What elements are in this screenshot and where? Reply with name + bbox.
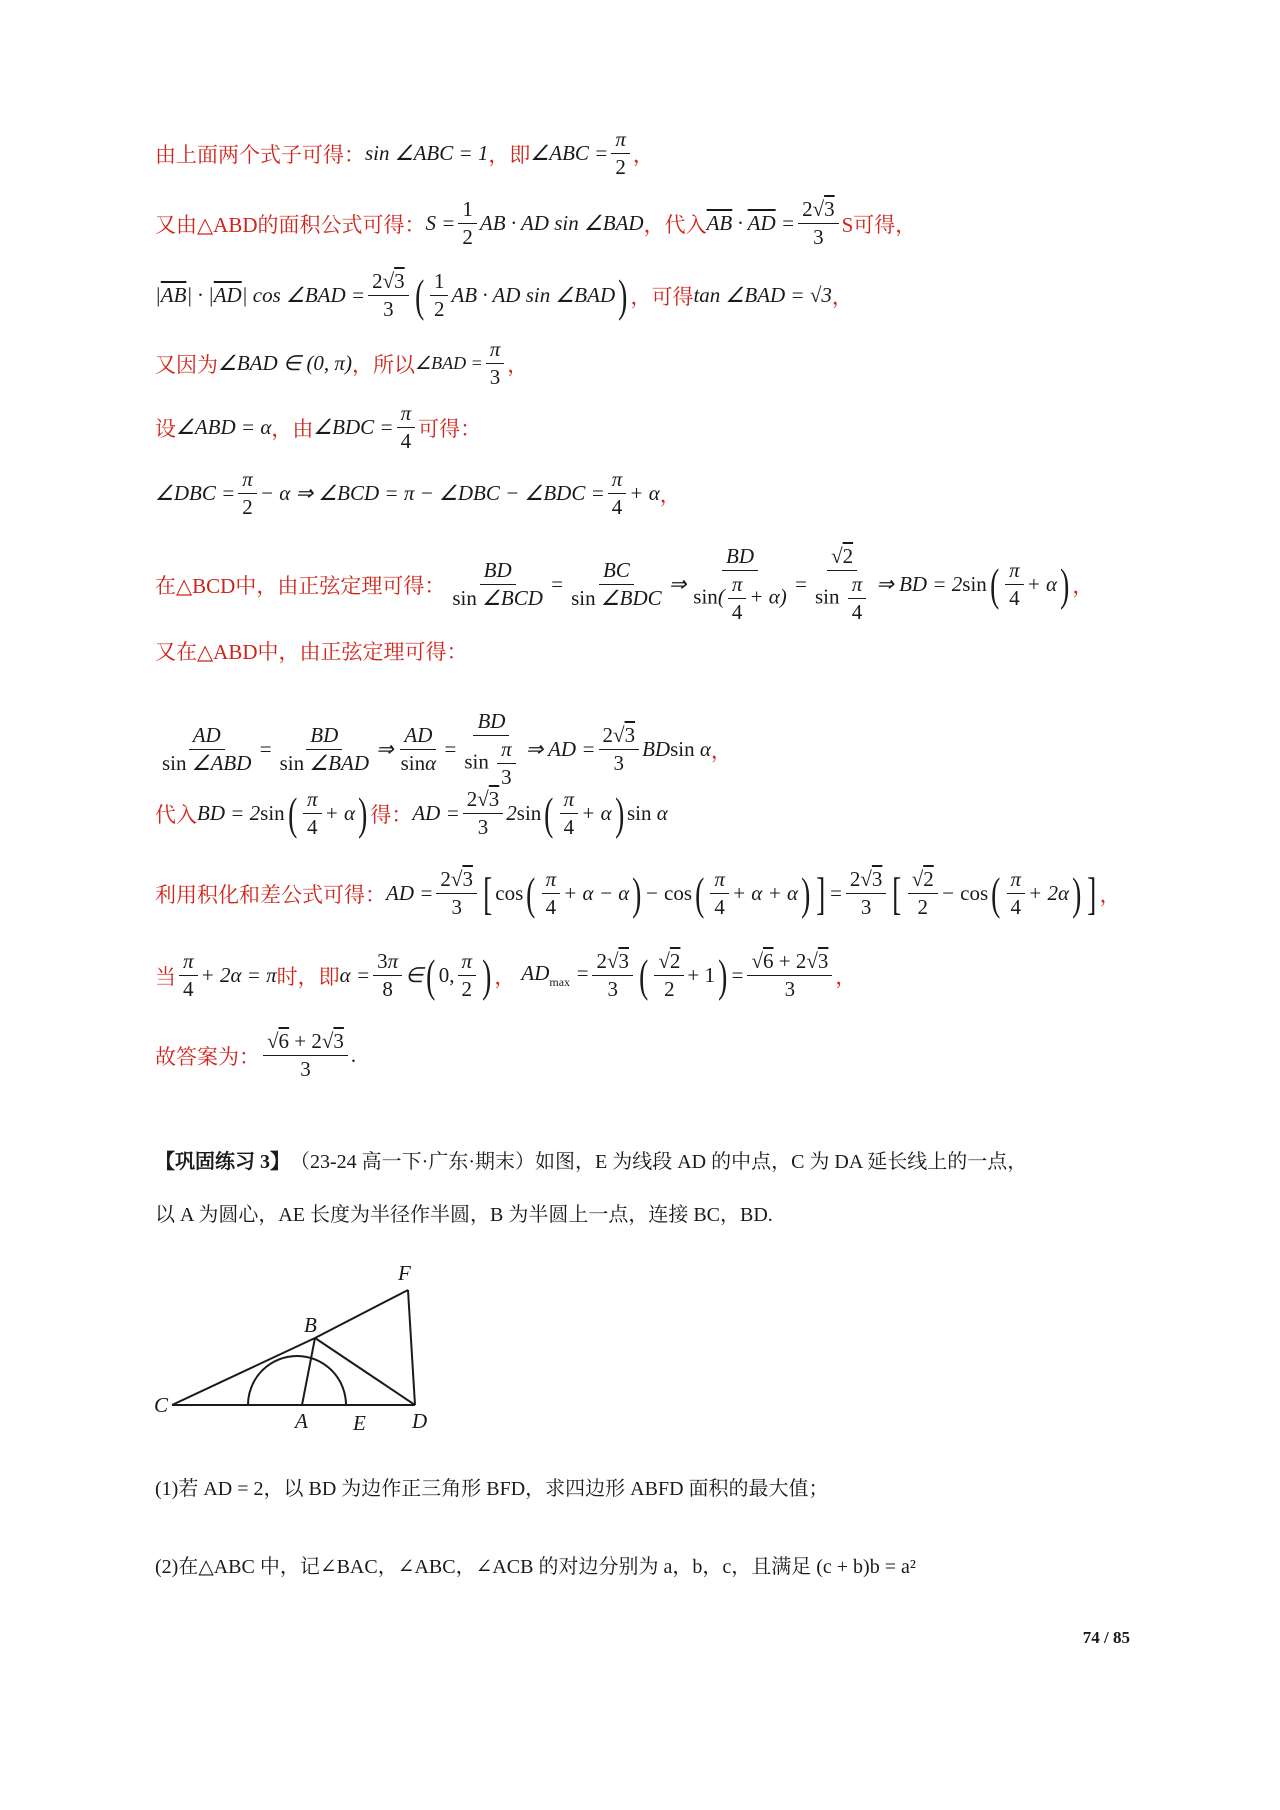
question-1-text: (1)若 AD = 2，以 BD 为边作正三角形 BFD，求四边形 ABFD 面积的最大值； bbox=[155, 1478, 829, 1500]
fraction-sqrt2-over-sin: √2 sin $\frac{\pi}{4}$ bbox=[811, 545, 873, 624]
step-line-10: 代入 BD = 2sin ( $\frac{\pi}{4}$ + α ) 得： AD = $\frac{2√3}{3}$ 2sin ( $\frac{\pi}{4}$ + α ) sin α bbox=[155, 787, 668, 840]
step3-end: ， bbox=[831, 284, 853, 309]
line-cb bbox=[172, 1338, 315, 1405]
step-line-2 bbox=[155, 198, 1150, 249]
problem-source: （23-24 高一下·广东·期末） bbox=[290, 1151, 535, 1173]
step7-result: ⇒ BD = 2sin bbox=[876, 572, 987, 597]
fraction-one-half: $\frac{1}{2}$ bbox=[458, 198, 477, 249]
step5-text: 设 bbox=[155, 416, 176, 441]
step-line-11: 利用积化和差公式可得： AD = $\frac{2√3}{3}$ [ cos ( $\frac{\pi}{4}$ + α − α ) − cos ( $\frac{\pi}{4}$ + α + α ) ] = $\frac{2√3}{3}$ [ $\frac{√2}{2}$ − cos ( $\frac{\pi}{4}$ + 2α ) ] ， bbox=[155, 867, 1121, 920]
fraction-2sqrt3-over-3: $\frac{2√3}{3}$ bbox=[798, 198, 839, 249]
step7-text: 在△BCD中，由正弦定理可得： bbox=[155, 573, 446, 598]
fraction-2sqrt3-over-3-c: $\frac{2√3}{3}$ bbox=[599, 724, 640, 775]
step6-math-b: − α ⇒ ∠BCD = π − ∠DBC − ∠BDC = bbox=[259, 481, 605, 506]
step2-area-formula: S = bbox=[425, 211, 456, 236]
step4-math: ∠BAD ∈ (0, π) bbox=[218, 351, 352, 376]
step2-area-rest: AB · AD sin ∠BAD bbox=[479, 211, 644, 236]
step5-math: ∠ABD = α bbox=[176, 415, 272, 440]
step5-mid: ，由 bbox=[271, 416, 314, 441]
step-line-1 bbox=[155, 128, 1150, 179]
step-line-13: 故答案为： $\frac{√6 + 2√3}{3}$ . bbox=[155, 1029, 357, 1082]
step-line-8 bbox=[155, 636, 1150, 666]
paren-open-2: ( bbox=[989, 558, 1000, 610]
step6-math-a: ∠DBC = bbox=[155, 481, 236, 506]
step-line-5 bbox=[155, 402, 1150, 453]
step8-text: 又在△ABD中，由正弦定理可得： bbox=[155, 640, 468, 664]
step11-text: 利用积化和差公式可得： bbox=[155, 882, 386, 907]
step4-end: ， bbox=[507, 352, 529, 377]
step1-end: ， bbox=[632, 142, 654, 167]
step1-text: 由上面两个式子可得： bbox=[155, 142, 365, 167]
label-e: E bbox=[353, 1411, 366, 1435]
label-b: B bbox=[304, 1313, 317, 1337]
step2-text: 又由△ABD的面积公式可得： bbox=[155, 212, 426, 237]
paren-close-2: ) bbox=[1060, 558, 1070, 610]
step1-math-a: sin ∠ABC = 1 bbox=[365, 141, 489, 166]
fraction-bc-over-sin-bdc: $\frac{BC}{\text{sin ∠BDC}}$ bbox=[571, 558, 662, 611]
step10-text: 代入 bbox=[155, 802, 197, 827]
fraction-bd-over-sin-bcd: $\frac{BD}{\text{sin ∠BCD}}$ bbox=[452, 558, 543, 611]
line-bd bbox=[315, 1338, 415, 1405]
step4-math-b: ∠BAD = bbox=[414, 353, 483, 374]
step2-dot-product: $\overline{AB} \cdot \overline{AD}$ = bbox=[706, 211, 796, 236]
line-ba bbox=[302, 1338, 315, 1405]
fraction-bd-over-sin-bad: $\frac{BD}{\text{sin ∠BAD}}$ bbox=[279, 723, 370, 776]
question-2 bbox=[155, 1550, 1150, 1579]
problem-text-2: 以 A 为圆心，AE 长度为半径作半圆，B 为半圆上一点，连接 BC，BD. bbox=[155, 1204, 773, 1226]
step3-inner: AB · AD sin ∠BAD bbox=[451, 283, 616, 308]
label-c: C bbox=[154, 1393, 169, 1417]
step2-mid: ，代入 bbox=[643, 212, 707, 237]
step4-mid: ，所以 bbox=[351, 352, 415, 377]
fraction-pi-over-4: $\frac{\pi}{4}$ bbox=[397, 402, 416, 453]
step-line-4 bbox=[155, 338, 1150, 389]
fraction-ad-over-sin-abd: $\frac{AD}{\text{sin ∠ABD}}$ bbox=[162, 723, 252, 776]
fraction-pi-over-3: $\frac{\pi}{3}$ bbox=[486, 338, 505, 389]
label-d: D bbox=[412, 1409, 428, 1433]
step1-mid: ，即 bbox=[488, 142, 531, 167]
step2-end: S可得， bbox=[841, 212, 917, 237]
step1-math-b: ∠ABC = bbox=[530, 141, 609, 166]
problem-line-2 bbox=[155, 1198, 1150, 1227]
fraction-pi-over-4-c: $\frac{\pi}{4}$ bbox=[1005, 559, 1024, 610]
problem-tag: 【巩固练习 3】 bbox=[155, 1151, 290, 1173]
step-line-7: 在△BCD中，由正弦定理可得： $\frac{BD}{\text{sin ∠BCD}}$ = $\frac{BC}{\text{sin ∠BDC}}$ ⇒ BD sin( $\frac{\pi}{4}$ + α) = √2 sin $\frac{\pi}{4}$ ⇒ BD = 2sin ( $\frac{\pi}{4}$ + α ) ， bbox=[155, 544, 1094, 625]
step-line-3 bbox=[155, 270, 1150, 321]
label-a: A bbox=[295, 1409, 308, 1433]
step3-lhs: $|\overline{AB}| \cdot |\overline{AD}|$ cos ∠BAD = bbox=[155, 283, 366, 308]
problem-text-1: 如图，E 为线段 AD 的中点，C 为 DA 延长线上的一点， bbox=[534, 1151, 1028, 1173]
step10-mid: 得： bbox=[370, 802, 413, 827]
label-f: F bbox=[398, 1261, 411, 1285]
step3-math: tan ∠BAD = √3 bbox=[693, 283, 832, 308]
fraction-2sqrt3-over-3-b: $\frac{2√3}{3}$ bbox=[368, 270, 409, 321]
line-fd bbox=[408, 1290, 415, 1405]
step6-end: ， bbox=[659, 482, 681, 507]
page-number: 74 / 85 bbox=[1082, 1628, 1130, 1647]
fraction-bd-over-sin-expr: BD sin( $\frac{\pi}{4}$ + α) bbox=[693, 544, 787, 625]
step12-text: 当 bbox=[155, 964, 176, 989]
question-1 bbox=[155, 1472, 1150, 1501]
fraction-pi-over-2: $\frac{\pi}{2}$ bbox=[611, 128, 630, 179]
geometry-figure bbox=[150, 1260, 470, 1440]
fraction-bd-over-sin-pi3: BD sin $\frac{\pi}{3}$ bbox=[460, 710, 522, 789]
step-line-6 bbox=[155, 468, 1150, 519]
fraction-ad-over-sin-alpha: $\frac{AD}{\sin\alpha}$ bbox=[400, 723, 437, 776]
paren-close: ) bbox=[618, 269, 628, 321]
step-line-9: $\frac{AD}{\text{sin ∠ABD}}$ = $\frac{BD}{\text{sin ∠BAD}}$ ⇒ $\frac{AD}{\sin\alpha}$ = BD sin $\frac{\pi}{3}$ ⇒ AD = $\frac{2√3}{3}$ BDsin α ， bbox=[155, 710, 1150, 789]
fraction-pi-over-4-b: $\frac{\pi}{4}$ bbox=[608, 468, 627, 519]
problem-line-1 bbox=[155, 1145, 1150, 1174]
step5-end: 可得： bbox=[418, 416, 482, 441]
fraction-one-half-b: $\frac{1}{2}$ bbox=[430, 270, 449, 321]
fraction-pi-over-2-b: $\frac{\pi}{2}$ bbox=[238, 468, 257, 519]
step3-mid: ，可得 bbox=[630, 284, 694, 309]
step4-text: 又因为 bbox=[155, 352, 218, 377]
question-2-text: (2)在△ABC 中，记∠BAC，∠ABC，∠ACB 的对边分别为 a，b，c，且满足 (c + b)b = a² bbox=[155, 1556, 916, 1578]
paren-open: ( bbox=[414, 269, 424, 321]
step13-text: 故答案为： bbox=[155, 1044, 260, 1069]
step-line-12: 当 $\frac{\pi}{4}$ + 2α = π 时，即 α = $\frac{3\pi}{8}$ ∈ ( 0, $\frac{\pi}{2}$ ) ， $AD_{max}$ = $\frac{2√3}{3}$ ( $\frac{√2}{2}$ + 1 ) = $\frac{√6 + 2√3}{3}$ ， bbox=[155, 949, 857, 1002]
step5-math-b: ∠BDC = bbox=[313, 415, 394, 440]
step6-math-c: + α bbox=[629, 481, 660, 506]
step12-mid: 时，即 bbox=[276, 964, 340, 989]
line-bf bbox=[315, 1290, 408, 1338]
